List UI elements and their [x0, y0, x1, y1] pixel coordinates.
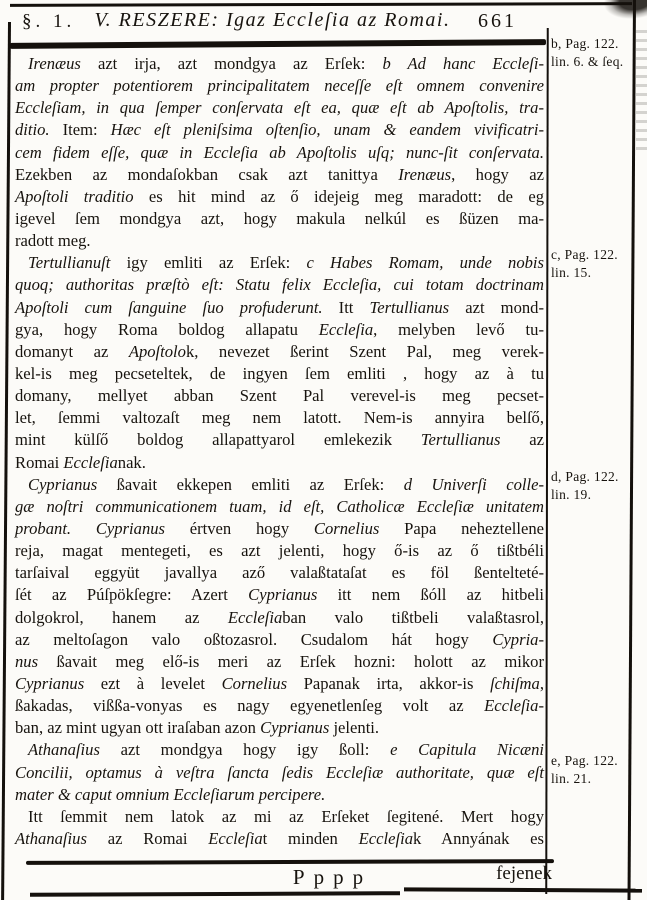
text-line: Tertullianuſt igy emliti az Erſek: c Habes Romam, unde nobis — [28, 253, 544, 273]
text-line: radott meg. — [15, 231, 91, 251]
text-line: ban, az mint ugyan ott iraſaban azon Cyprianus jelenti. — [15, 718, 380, 738]
text-line: Cyprianus ßavait ekkepen emliti az Erſek: d Univerſi colle- — [28, 474, 544, 494]
header-running-title: V. RESZERE: Igaz Eccleſia az Romai. — [94, 9, 451, 31]
margin-divider-rule — [545, 28, 549, 894]
text-line: quoq; authoritas præſtò eſt: Statu felix Eccleſia, cui totam doctrinam — [15, 275, 544, 295]
text-line: probant. Cyprianus értven hogy Cornelius Papa neheztellene — [15, 518, 544, 538]
margin-note-d: d, Pag. 122. lin. 19. — [551, 469, 619, 502]
text-line: Apoſtoli cum ſanguine ſuo profuderunt. Itt Tertullianus azt mond- — [15, 297, 544, 317]
text-line: let, ſemmi valtozaſt meg nem latott. Nem-is annyira belſő, — [15, 408, 544, 428]
text-line: cem fidem eſſe, quæ in Eccleſia ab Apoſtolis uſq; nunc-ſit conſervata. — [15, 142, 544, 162]
signature-mark: Pppp — [292, 865, 373, 889]
header-page-number: 661 — [478, 10, 517, 32]
text-line: gæ noſtri communicationem tuam, id eſt, Catholicæ Eccleſiæ unitatem — [15, 496, 544, 516]
text-line: az meltoſagon valo oßtozasrol. Csudalom hát hogy Cypria- — [15, 629, 544, 649]
header-section-mark: §. 1. — [22, 11, 76, 32]
catchword: fejenek — [496, 863, 552, 884]
text-line: tarſaival eggyüt javallya aző valaßtataſat es föl ßentelteté- — [15, 563, 544, 583]
text-line: Irenæus azt irja, azt mondgya az Erſek: b Ad hanc Eccleſi- — [28, 54, 544, 73]
text-line: dolgokrol, hanem az Eccleſiaban valo tißtbeli valaßtasrol, — [15, 607, 544, 627]
bottom-rule-right — [404, 887, 642, 892]
margin-note-b: b, Pag. 122. lin. 6. & ſeq. — [551, 36, 624, 69]
margin-note-c: c, Pag. 122. lin. 15. — [551, 247, 618, 280]
text-line: kel-is meg pecseteltek, de ingyen ſem emliti , hogy az à tu — [15, 363, 544, 383]
text-line: am propter potentiorem principalitatem neceſſe eſt omnem convenire — [15, 76, 544, 96]
edge-smudge — [636, 30, 647, 150]
text-line: mint külſő boldog allapattyarol emlekezik Tertullianus az — [15, 430, 544, 450]
text-line: ditio. Item: Hæc eſt pleniſsima oſtenſio, unam & eandem vivificatri- — [15, 120, 544, 140]
text-line: Cyprianus ezt à levelet Cornelius Papanak irta, akkor-is ſchiſma, — [15, 673, 544, 693]
ink-blotch — [602, 0, 647, 23]
body-text — [15, 53, 544, 850]
text-line: Romai Eccleſianak. — [15, 452, 146, 472]
text-line: Apoſtoli traditio es hit mind az ő idejeig meg maradott: de eg — [15, 186, 544, 206]
bottom-rule-left — [30, 891, 400, 897]
header-rule — [10, 39, 546, 49]
text-line: domany, mellyet abban Szent Pal verevel-is meg pecset- — [15, 386, 544, 406]
text-line: nus ßavait meg elő-is meri az Erſek hozni: holott az mikor — [15, 651, 544, 671]
text-line: igevel ſem mondgya azt, hogy makula nelkúl es ßüzen ma- — [15, 208, 544, 228]
text-line: Concilii, optamus à veſtra ſancta ſedis Eccleſiæ authoritate, quæ eſt — [15, 762, 544, 782]
margin-note-e: e, Pag. 122. lin. 21. — [551, 753, 618, 786]
text-line: Athanaſius az Romai Eccleſiat minden Eccleſiak Annyának es — [15, 828, 544, 848]
text-line: ßakadas, vißßa-vonyas es nagy egyenetlenſeg volt az Eccleſia- — [15, 696, 544, 716]
text-line: reja, magat mentegeti, es azt jelenti, hogy ő-is az ő tißtbéli — [15, 541, 544, 561]
text-line: Ezekben az mondaſokban csak azt tanittya Irenæus, hogy az — [15, 164, 544, 184]
left-border-rule — [1, 22, 11, 900]
text-line: Athanaſius azt mondgya hogy igy ßoll: e Capitula Nicæni — [28, 740, 544, 760]
text-line: mater & caput omnium Eccleſiarum percipere. — [15, 784, 326, 804]
text-line: ſét az Púſpökſegre: Azert Cyprianus itt nem ßóll az hitbeli — [15, 585, 544, 605]
text-line: gya, hogy Roma boldog allapatu Eccleſia, melyben levő tu- — [15, 319, 544, 339]
text-line: domanyt az Apoſtolok, nevezet ßerint Szent Pal, meg verek- — [15, 341, 544, 361]
top-rule — [10, 2, 632, 7]
text-line: Eccleſiam, in qua ſemper conſervata eſt ea, quæ eſt ab Apoſtolis, tra- — [15, 98, 544, 118]
text-line: Itt ſemmit nem latok az mi az Erſeket ſegitené. Mert hogy — [28, 806, 544, 826]
